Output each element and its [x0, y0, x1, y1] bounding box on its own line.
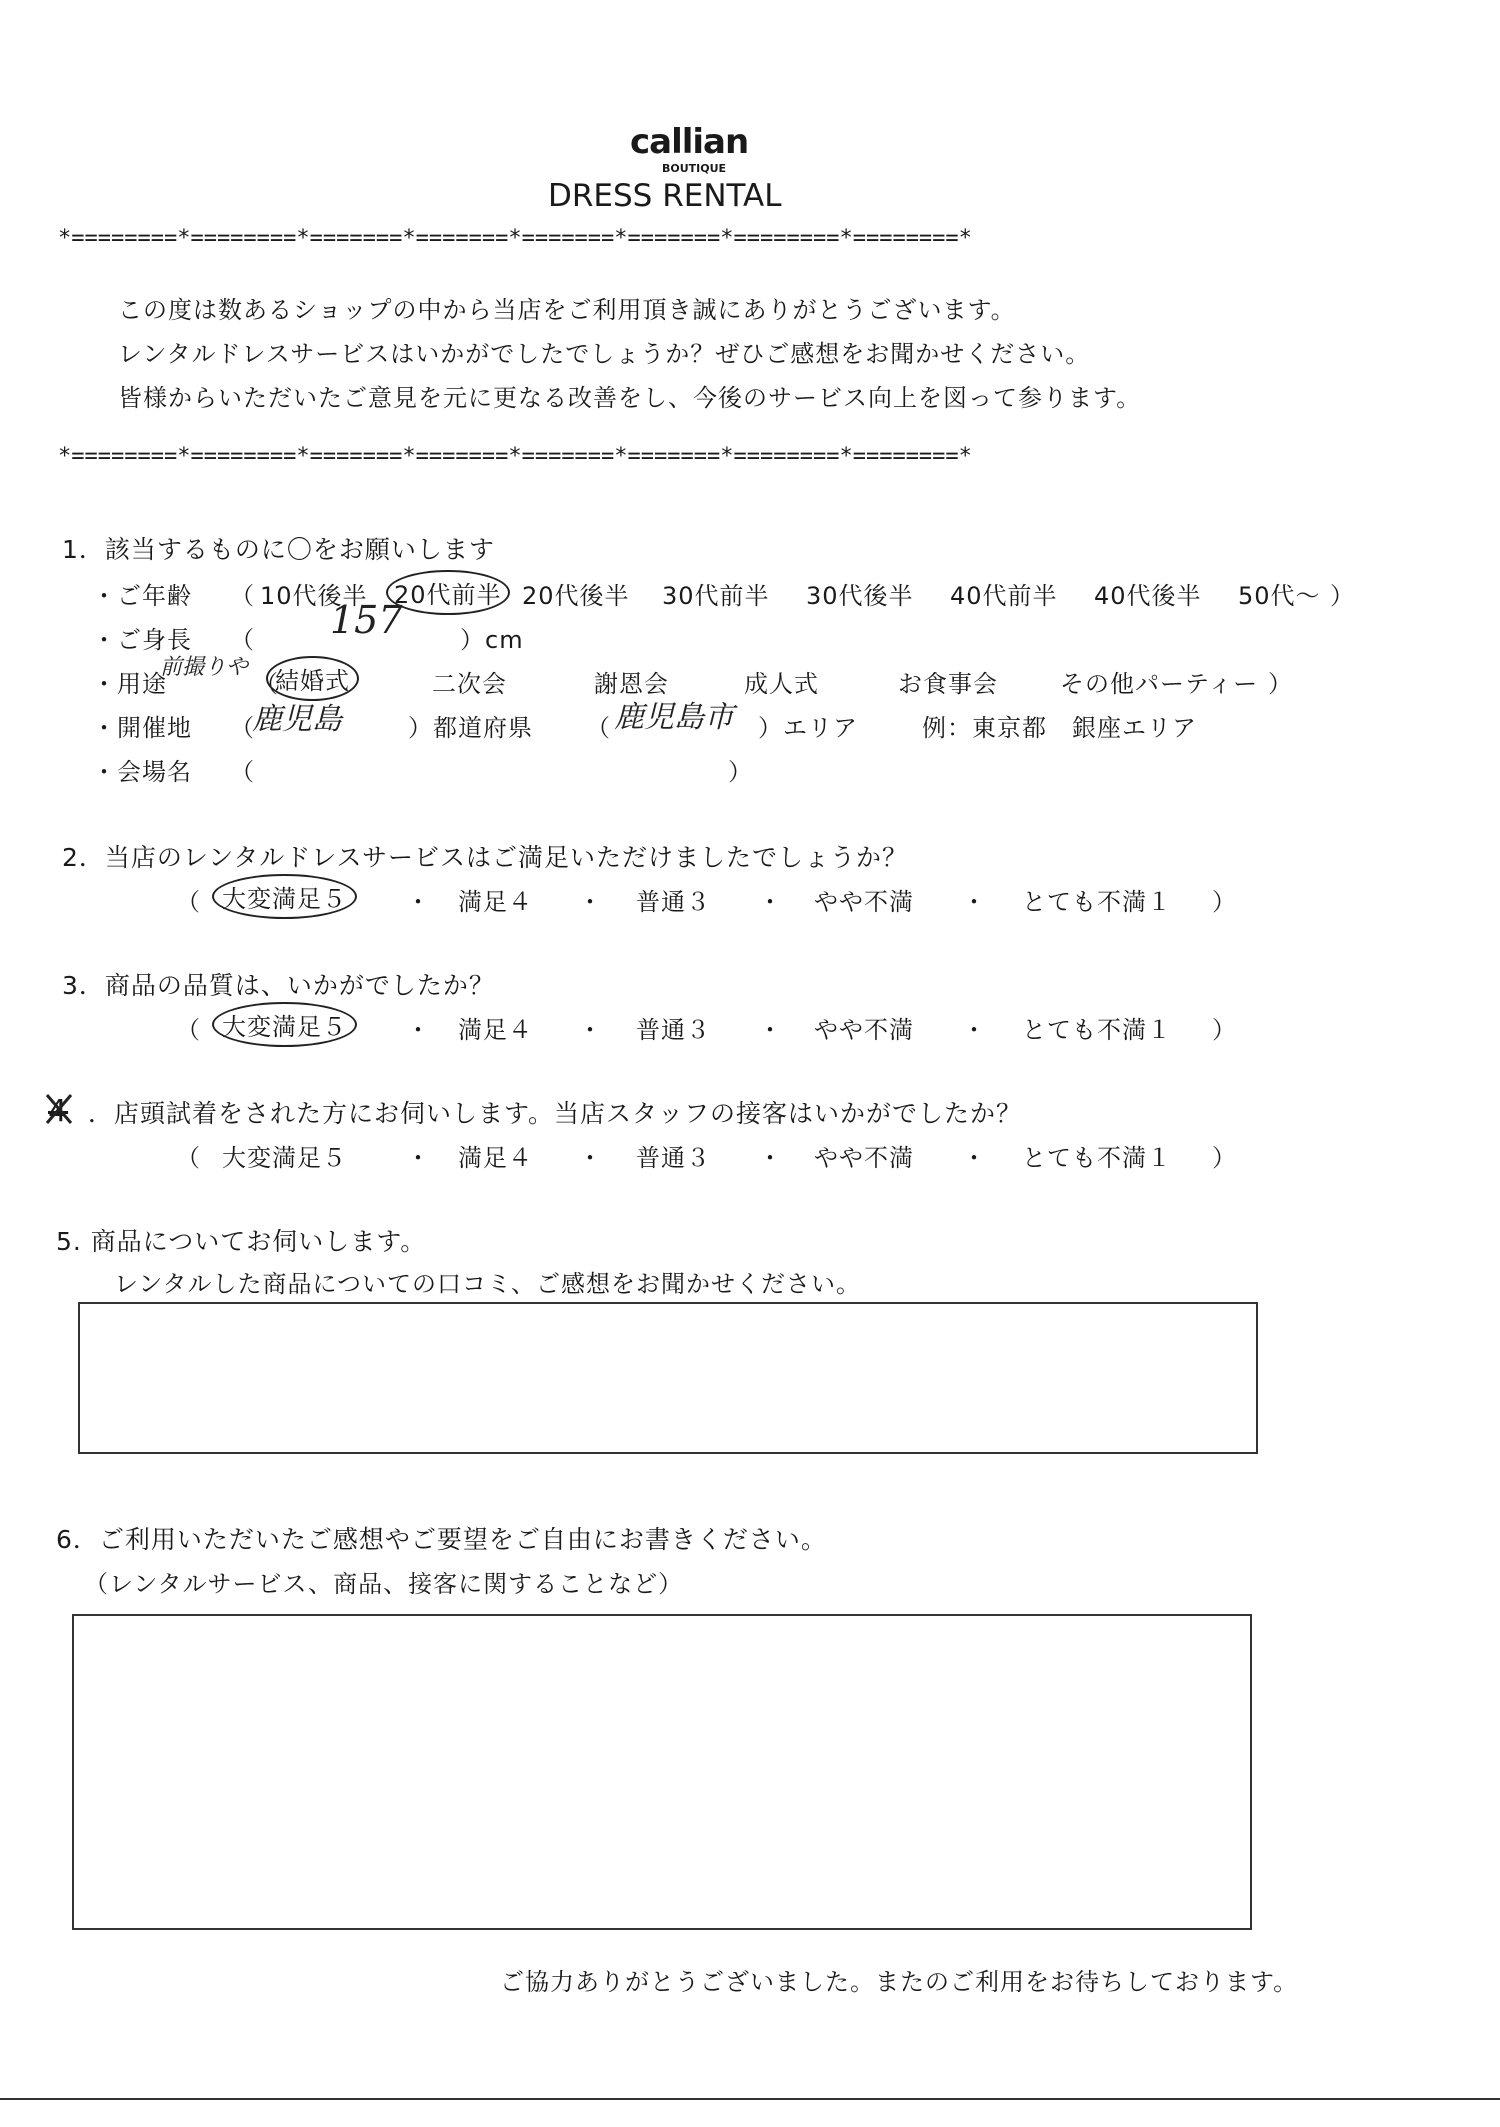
q3-sep-1: ・	[406, 1016, 431, 1044]
q3-close: ）	[1212, 1016, 1237, 1044]
q2-option-1-selected[interactable]: 大変満足５	[212, 874, 357, 919]
venue-name-open: （	[230, 758, 255, 786]
q3-option-1-selected[interactable]: 大変満足５	[212, 1002, 357, 1047]
q3-option-5[interactable]: とても不満１	[1022, 1016, 1172, 1044]
q6-answer-box[interactable]	[72, 1614, 1252, 1930]
venue-name-label: ・会場名	[92, 758, 192, 786]
q3-sep-2: ・	[578, 1016, 603, 1044]
venue-area-suffix: ）エリア	[758, 714, 858, 742]
q6-title: 6．ご利用いただいたご感想やご要望をご自由にお書きください。	[56, 1525, 827, 1554]
q2-option-4[interactable]: やや不満	[814, 888, 914, 916]
divider-bottom: *========*========*=======*=======*=======*=======*========*========*	[58, 444, 972, 469]
intro-line-1: この度は数あるショップの中から当店をご利用頂き誠にありがとうございます。	[118, 296, 1016, 324]
q4-sep-4: ・	[962, 1144, 987, 1172]
purpose-option-1-selected[interactable]: 結婚式	[266, 656, 359, 701]
q1-title: 1．該当するものに〇をお願いします	[62, 535, 495, 564]
q4-option-1[interactable]: 大変満足５	[222, 1144, 347, 1172]
divider-top: *========*========*=======*=======*=======*=======*========*========*	[58, 226, 972, 251]
height-label: ・ご身長	[92, 626, 192, 654]
venue-pref-value[interactable]: 鹿児島	[252, 702, 342, 737]
q2-option-5[interactable]: とても不満１	[1022, 888, 1172, 916]
q4-option-4[interactable]: やや不満	[814, 1144, 914, 1172]
age-label: ・ご年齢	[92, 582, 192, 610]
age-option-6[interactable]: 40代前半	[950, 582, 1058, 610]
q2-open: （	[176, 888, 201, 916]
venue-example: 例：東京都 銀座エリア	[922, 714, 1197, 742]
q2-option-3[interactable]: 普通３	[636, 888, 711, 916]
q2-title: 2．当店のレンタルドレスサービスはご満足いただけましたでしょうか？	[62, 843, 909, 872]
q2-sep-1: ・	[406, 888, 431, 916]
age-open: （	[230, 582, 255, 610]
q4-sep-2: ・	[578, 1144, 603, 1172]
q2-sep-2: ・	[578, 888, 603, 916]
cross-mark-icon	[44, 1092, 74, 1126]
purpose-note: 前撮りや	[160, 655, 249, 680]
q3-option-4[interactable]: やや不満	[814, 1016, 914, 1044]
intro-line-3: 皆様からいただいたご意見を元に更なる改善をし、今後のサービス向上を図って参ります。	[118, 384, 1142, 412]
brand-sub: BOUTIQUE	[662, 162, 727, 175]
q4-option-5[interactable]: とても不満１	[1022, 1144, 1172, 1172]
q3-option-3[interactable]: 普通３	[636, 1016, 711, 1044]
q4-option-3[interactable]: 普通３	[636, 1144, 711, 1172]
height-open: （	[230, 626, 255, 654]
service-title: DRESS RENTAL	[548, 178, 782, 214]
q3-sep-3: ・	[758, 1016, 783, 1044]
q6-subtitle: （レンタルサービス、商品、接客に関することなど）	[84, 1570, 684, 1598]
age-option-1[interactable]: 10代後半	[260, 582, 368, 610]
age-option-7[interactable]: 40代後半	[1094, 582, 1202, 610]
q4-open: （	[176, 1144, 201, 1172]
purpose-label: ・用途	[92, 670, 167, 698]
q3-option-2[interactable]: 満足４	[458, 1016, 533, 1044]
venue-label: ・開催地	[92, 714, 192, 742]
q4-close: ）	[1212, 1144, 1237, 1172]
purpose-option-5[interactable]: お食事会	[898, 670, 998, 698]
q5-answer-box[interactable]	[78, 1302, 1258, 1454]
purpose-option-6[interactable]: その他パーティー	[1060, 670, 1259, 698]
q3-title: 3．商品の品質は、いかがでしたか？	[62, 971, 495, 1000]
q2-sep-4: ・	[962, 888, 987, 916]
height-value[interactable]: 157	[330, 598, 403, 642]
age-option-8[interactable]: 50代～	[1238, 582, 1321, 610]
purpose-close: ）	[1268, 670, 1293, 698]
q5-title: 5. 商品についてお伺いします。	[56, 1227, 427, 1256]
purpose-open: （	[254, 670, 279, 698]
height-unit: ）cm	[460, 626, 524, 654]
age-close: ）	[1330, 582, 1355, 610]
q4-option-2[interactable]: 満足４	[458, 1144, 533, 1172]
brand-logo: callian	[630, 122, 749, 162]
bottom-rule	[0, 2098, 1500, 2100]
q4-number-crossed: 4	[48, 1094, 69, 1129]
purpose-option-4[interactable]: 成人式	[744, 670, 819, 698]
age-option-3[interactable]: 20代後半	[522, 582, 630, 610]
age-option-4[interactable]: 30代前半	[662, 582, 770, 610]
purpose-option-2[interactable]: 二次会	[432, 670, 507, 698]
q4-sep-3: ・	[758, 1144, 783, 1172]
q3-sep-4: ・	[962, 1016, 987, 1044]
q5-subtitle: レンタルした商品についての口コミ、ご感想をお聞かせください。	[114, 1270, 861, 1298]
q2-option-2[interactable]: 満足４	[458, 888, 533, 916]
venue-area-open: （	[586, 714, 611, 742]
q4-title: ．店頭試着をされた方にお伺いします。当店スタッフの接客はいかがでしたか？	[88, 1099, 1023, 1128]
venue-pref-suffix: ）都道府県	[408, 714, 533, 742]
venue-area-value[interactable]: 鹿児島市	[614, 700, 734, 735]
venue-name-close: ）	[728, 758, 753, 786]
intro-line-2: レンタルドレスサービスはいかがでしたでしょうか？ぜひご感想をお聞かせください。	[118, 340, 1091, 368]
q4-sep-1: ・	[406, 1144, 431, 1172]
q2-close: ）	[1212, 888, 1237, 916]
venue-open: （	[230, 714, 255, 742]
footer-message: ご協力ありがとうございました。またのご利用をお待ちしております。	[500, 1968, 1299, 1996]
age-option-5[interactable]: 30代後半	[806, 582, 914, 610]
q3-open: （	[176, 1016, 201, 1044]
age-option-2-selected[interactable]: 20代前半	[386, 570, 510, 615]
q2-sep-3: ・	[758, 888, 783, 916]
purpose-option-3[interactable]: 謝恩会	[594, 670, 669, 698]
